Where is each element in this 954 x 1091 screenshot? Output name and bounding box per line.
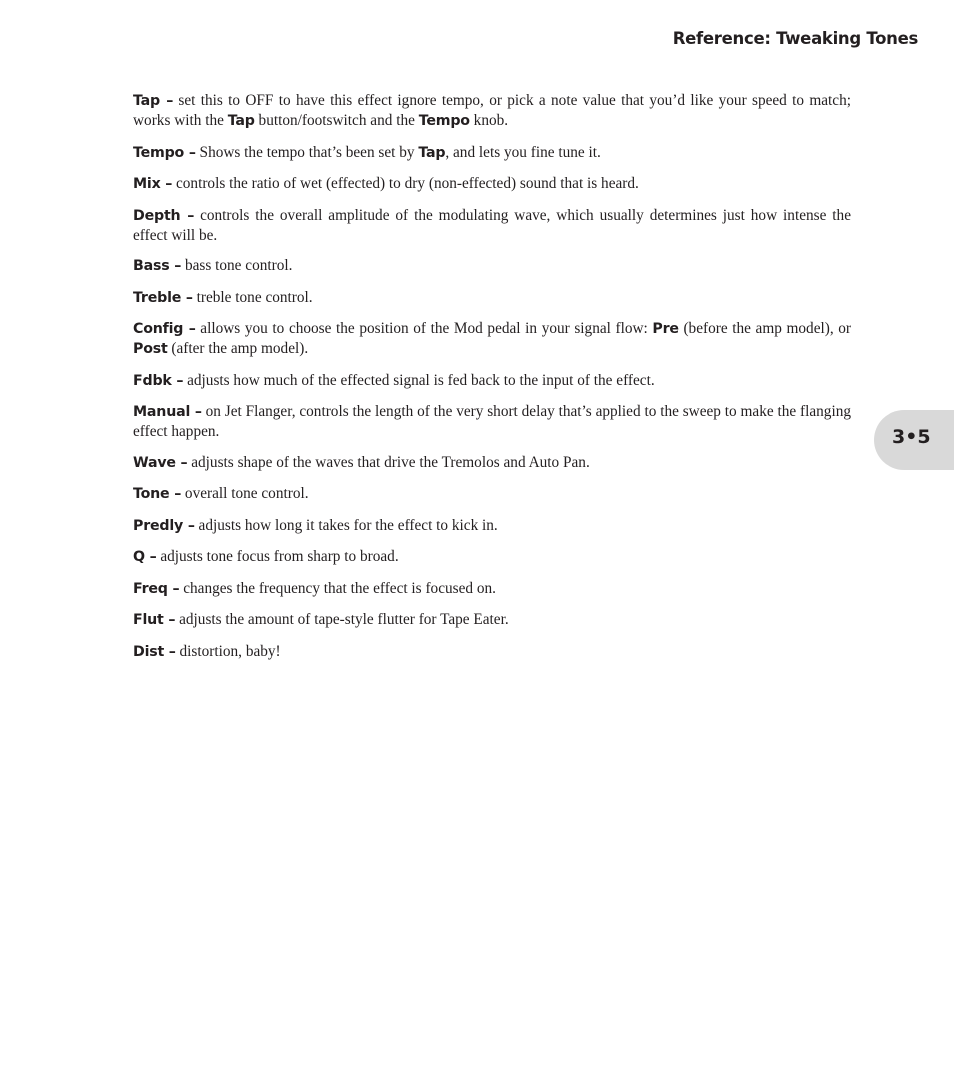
param-desc: set this to OFF to have this effect ignore tempo, or pick a note value that you’d like your speed to match; works with the [133,92,851,129]
param-keyword: Post [133,341,168,357]
param-desc: , and lets you fine tune it. [445,143,601,161]
param-term: Fdbk – [133,372,184,389]
param-desc: adjusts shape of the waves that drive the Tremolos and Auto Pan. [187,453,590,471]
param-desc: controls the overall amplitude of the modulating wave, which usually determines just how intense the effect will be. [133,206,851,244]
param-dist [133,642,851,662]
param-desc: adjusts how long it takes for the effect to kick in. [194,516,498,534]
param-term: Q – [133,549,157,565]
param-q [133,547,851,567]
param-term: Freq – [133,580,180,597]
param-desc: (before the amp model), or [678,320,852,337]
param-desc: Shows the tempo that’s been set by [195,143,419,161]
param-term: Predly – [133,517,195,534]
page-number-tab [874,410,954,470]
param-term: Wave – [133,454,188,471]
param-desc: on Jet Flanger, controls the length of the very short delay that’s applied to the sweep to make the flanging effect happen. [133,403,851,440]
param-desc: overall tone control. [181,485,309,502]
param-bass [133,256,851,276]
param-keyword: Tap [418,144,446,161]
param-desc: treble tone control. [192,288,313,306]
parameter-list [133,91,851,673]
param-treble [133,288,851,308]
param-term: Tone – [133,486,182,502]
param-freq [133,579,851,599]
param-flut [133,610,851,630]
param-tone [133,484,851,504]
param-desc: knob. [469,112,509,129]
param-term: Dist – [133,643,176,660]
param-fdbk [133,371,851,391]
param-term: Tap – [133,93,174,109]
running-header: Reference: Tweaking Tones [672,29,918,48]
param-term: Flut – [133,612,176,628]
param-keyword: Pre [652,321,679,337]
page-number: 3•5 [892,426,931,448]
param-term: Treble – [133,289,193,306]
param-term: Mix – [133,176,173,192]
param-desc: distortion, baby! [175,642,281,660]
param-desc: controls the ratio of wet (effected) to dry (non-effected) sound that is heard. [172,175,639,192]
param-desc: bass tone control. [181,257,293,274]
param-desc: button/footswitch and the [254,112,419,129]
param-desc: adjusts tone focus from sharp to broad. [156,548,399,565]
param-desc: changes the frequency that the effect is focused on. [179,579,496,597]
param-term: Manual – [133,404,202,420]
param-tap [133,91,851,131]
param-desc: adjusts how much of the effected signal is fed back to the input of the effect. [183,371,655,389]
param-term: Tempo – [133,144,196,161]
param-wave [133,453,851,473]
param-desc: (after the amp model). [167,340,309,357]
param-keyword: Tempo [418,113,470,129]
param-keyword: Tap [227,113,255,129]
param-manual [133,402,851,441]
param-mix [133,174,851,194]
param-tempo [133,143,851,163]
param-config [133,319,851,359]
param-term: Bass – [133,258,182,274]
param-depth [133,206,851,245]
param-desc: adjusts the amount of tape-style flutter for Tape Eater. [175,611,509,628]
param-term: Config – [133,321,196,337]
param-term: Depth – [133,207,195,224]
param-desc: allows you to choose the position of the Mod pedal in your signal flow: [195,320,653,337]
param-predly [133,516,851,536]
